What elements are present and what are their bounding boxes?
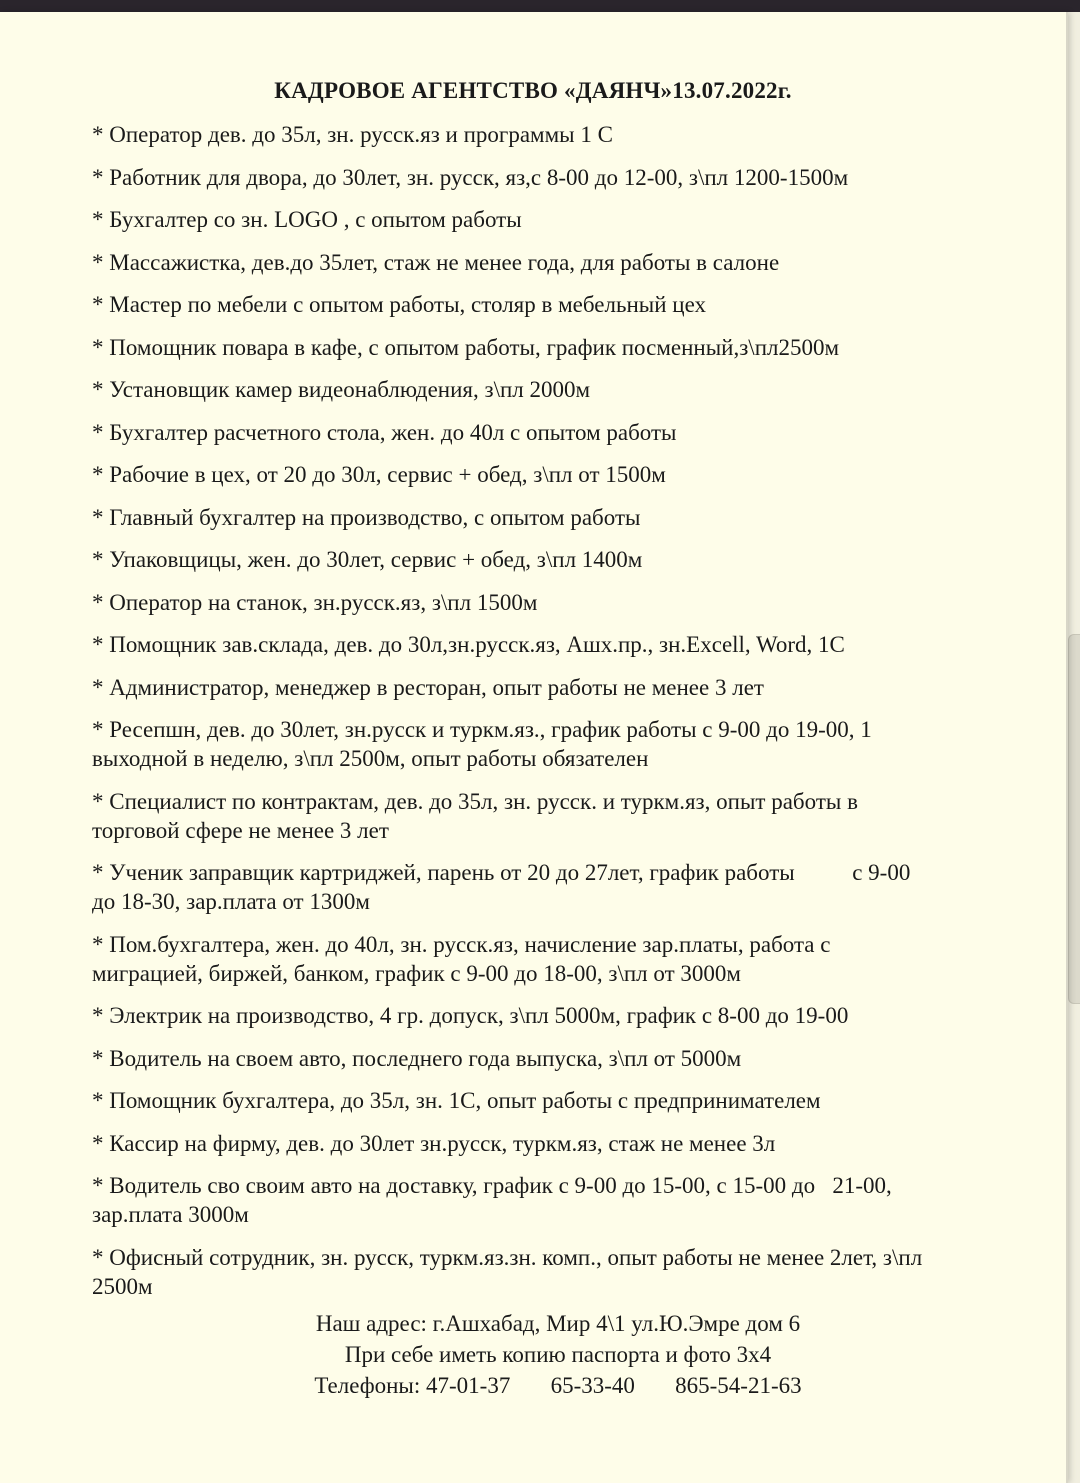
vacancy-item: * Установщик камер видеонаблюдения, з\пл 2000м xyxy=(92,377,591,402)
vacancy-item: * Бухгалтер со зн. LOGO , с опытом работы xyxy=(92,207,522,232)
vacancy-item: * Водитель сво своим авто на доставку, график с 9-00 до 15-00, с 15-00 до 21-00, зар.плата 3000м xyxy=(92,1173,892,1227)
document-title: КАДРОВОЕ АГЕНТСТВО «ДАЯНЧ»13.07.2022г. xyxy=(274,78,792,103)
phones-line: Телефоны: 47-01-37 65-33-40 865-54-21-63 xyxy=(314,1373,802,1398)
vacancy-item: * Главный бухгалтер на производство, с опытом работы xyxy=(92,504,641,530)
vacancy-item: * Специалист по контрактам, дев. до 35л, зн. русск. и туркм.яз, опыт работы в торговой сфере не менее 3 лет xyxy=(92,788,858,843)
vacancy-item: * Ресепшн, дев. до 30лет, зн.русск и туркм.яз., график работы с 9-00 до 19-00, 1 выходной в неделю, з\пл 2500м, опыт работы обязателен xyxy=(92,717,872,771)
vacancy-item: * Помощник повара в кафе, с опытом работы, график посменный,з\пл2500м xyxy=(92,334,840,360)
vacancy-item: * Пом.бухгалтера, жен. до 40л, зн. русск.яз, начисление зар.платы, работа с миграцией, биржей, банком, график с 9-00 до 18-00, з\пл от 3000м xyxy=(92,931,831,986)
vacancy-item: * Рабочие в цех, от 20 до 30л, сервис + обед, з\пл от 1500м xyxy=(92,462,666,487)
vacancy-item: * Помощник зав.склада, дев. до 30л,зн.русск.яз, Ашх.пр., зн.Excell, Word, 1C xyxy=(92,632,845,657)
vacancy-item: * Водитель на своем авто, последнего года выпуска, з\пл от 5000м xyxy=(92,1045,742,1071)
passport-note: При себе иметь копию паспорта и фото 3х4 xyxy=(344,1342,772,1367)
vacancy-item: * Оператор дев. до 35л, зн. русск.яз и программы 1 С xyxy=(92,122,613,147)
vacancy-item: * Мастер по мебели с опытом работы, столяр в мебельный цех xyxy=(92,292,706,317)
vacancy-list xyxy=(92,120,1022,1314)
vacancy-item: * Работник для двора, до 30лет, зн. русск, яз,с 8-00 до 12-00, з\пл 1200-1500м xyxy=(92,164,849,190)
vacancy-item: * Бухгалтер расчетного стола, жен. до 40л с опытом работы xyxy=(92,419,677,445)
window-top-bar xyxy=(0,0,1080,12)
vacancy-item: * Кассир на фирму, дев. до 30лет зн.русск, туркм.яз, стаж не менее 3л xyxy=(92,1130,776,1156)
vacancy-item: * Электрик на производство, 4 гр. допуск, з\пл 5000м, график с 8-00 до 19-00 xyxy=(92,1003,849,1028)
scrollbar-thumb[interactable] xyxy=(1068,634,1080,1004)
vacancy-item: * Массажистка, дев.до 35лет, стаж не менее года, для работы в салоне xyxy=(92,249,780,275)
vacancy-item: * Офисный сотрудник, зн. русск, туркм.яз.зн. комп., опыт работы не менее 2лет, з\пл 2500м xyxy=(92,1244,923,1299)
vacancy-item: * Администратор, менеджер в ресторан, опыт работы не менее 3 лет xyxy=(92,674,764,700)
vacancy-item: * Упаковщицы, жен. до 30лет, сервис + обед, з\пл 1400м xyxy=(92,547,643,572)
vacancy-item: * Оператор на станок, зн.русск.яз, з\пл 1500м xyxy=(92,589,538,615)
document-page xyxy=(0,12,1068,1483)
vacancy-item: * Помощник бухгалтера, до 35л, зн. 1С, опыт работы с предпринимателем xyxy=(92,1088,821,1113)
address-line: Наш адрес: г.Ашхабад, Мир 4\1 ул.Ю.Эмре дом 6 xyxy=(315,1311,801,1336)
contact-footer xyxy=(0,1308,1080,1401)
vacancy-item: * Ученик заправщик картриджей, парень от 20 до 27лет, график работы с 9-00 до 18-30, зар.плата от 1300м xyxy=(92,860,911,914)
